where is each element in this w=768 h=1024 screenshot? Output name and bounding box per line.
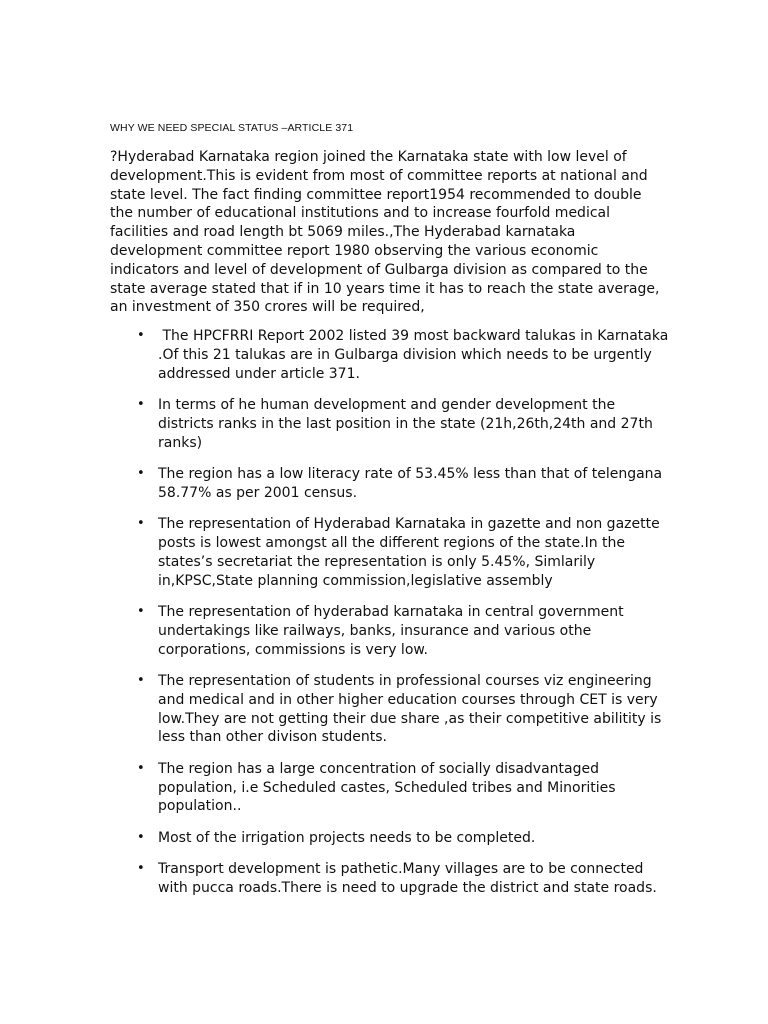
bullet-list (110, 327, 673, 910)
bullet-text: The representation of hyderabad karnataka in central government undertakings like railways, banks, insurance and various othe corporations, commissions is very low. (158, 603, 624, 658)
bullet-dot-icon: • (137, 516, 145, 532)
bullet-text: The HPCFRRI Report 2002 listed 39 most backward talukas in Karnataka .Of this 21 talukas are in Gulbarga division which needs to be urgently addressed under article 371. (158, 328, 673, 382)
bullet-item-hpcfrri (110, 327, 673, 383)
bullet-dot-icon: • (137, 465, 145, 481)
bullet-dot-icon: • (137, 672, 145, 688)
bullet-text: The representation of students in professional courses viz engineering and medical and in other higher education courses through CET is very low.They are not getting their due share ,as their competitive abilitity is less than other divison students. (158, 672, 662, 746)
bullet-item-professional-courses (110, 672, 670, 747)
bullet-text: Most of the irrigation projects needs to be completed. (158, 829, 536, 846)
bullet-text: Transport development is pathetic.Many villages are to be connected with pucca roads.There is need to upgrade the district and state roads. (158, 861, 657, 896)
bullet-dot-icon: • (137, 760, 145, 776)
bullet-dot-icon: • (137, 829, 145, 845)
bullet-text: The region has a low literacy rate of 53.45% less than that of telengana 58.77% as per 2001 census. (158, 465, 663, 501)
bullet-item-gazette-representation (110, 515, 670, 590)
bullet-item-central-government (110, 603, 670, 659)
document-heading: WHY WE NEED SPECIAL STATUS –ARTICLE 371 (110, 122, 354, 134)
bullet-item-transport (110, 860, 670, 898)
bullet-text: In terms of he human development and gender development the districts ranks in the last position in the state (21h,26th,24th and 27th ranks) (158, 396, 653, 451)
bullet-dot-icon: • (137, 603, 145, 619)
bullet-item-disadvantaged-population (110, 760, 670, 816)
bullet-text: The region has a large concentration of socially disadvantaged population, i.e Scheduled castes, Scheduled tribes and Minorities population.. (158, 760, 616, 815)
bullet-dot-icon: • (137, 396, 145, 412)
bullet-item-irrigation (110, 829, 670, 848)
bullet-item-human-development (110, 396, 670, 452)
intro-paragraph: ?Hyderabad Karnataka region joined the Karnataka state with low level of development.This is evident from most of committee reports at national and state level. The fact finding committee report1954 recommended to double the number of educational institutions and to increase fourfold medical facilities and road length bt 5069 miles.,The Hyderabad karnataka development committee report 1980 observing the various economic indicators and level of development of Gulbarga division as compared to the state average stated that if in 10 years time it has to reach the state average, an investment of 350 crores will be required, (110, 149, 660, 316)
bullet-item-literacy (110, 465, 670, 503)
bullet-dot-icon: • (137, 861, 145, 877)
bullet-dot-icon: • (137, 328, 145, 343)
bullet-text: The representation of Hyderabad Karnataka in gazette and non gazette posts is lowest amongst all the different regions of the state.In the states’s secretariat the representation is only 5.45%, Simlarily in,KPSC,State planning commission,legislative assembly (158, 516, 660, 589)
